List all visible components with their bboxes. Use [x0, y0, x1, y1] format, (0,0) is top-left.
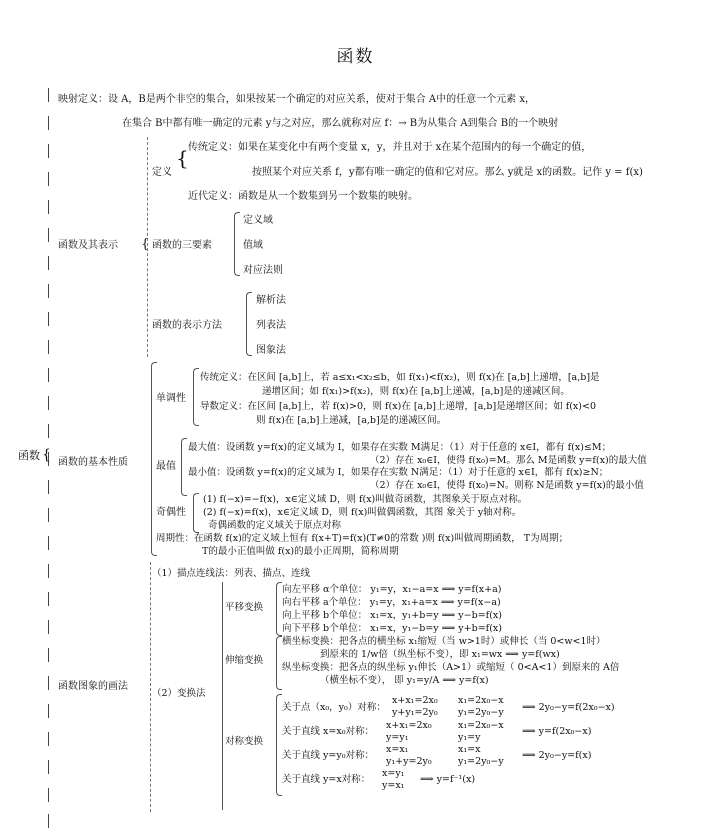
extremum-brace	[181, 438, 187, 496]
parity-even: (2) f(−x)=f(x)，x∈定义域 D，则 f(x)叫做偶函数，其图 象关于 y轴对称。	[203, 507, 522, 518]
sym-linex-prefix: 关于直线 x=x₀对称：	[282, 726, 375, 737]
sym-lineyx-result: ⟹ y=f⁻¹(x)	[420, 774, 476, 785]
scaling-label: 伸缩变换	[225, 655, 264, 666]
sym-linex-sys1b: y=y₁	[386, 732, 409, 743]
graph-plot-method: （1）描点连线法：列表、描点、连线	[152, 568, 311, 579]
translation-right: 向右平移 a个单位： y₁=y，x₁+a=x ⟹ y=f(x−a)	[282, 597, 501, 608]
section1-rule	[147, 137, 148, 357]
definition-label: 定义	[152, 167, 172, 178]
parity-label: 奇偶性	[156, 507, 186, 518]
sym-liney-result: ⟹ 2y₀−y=f(x)	[522, 750, 592, 761]
method-graph: 图象法	[256, 345, 286, 356]
section3-rule	[150, 562, 151, 812]
sym-liney-sys1a: x=x₁	[386, 744, 409, 755]
extremum-min: 最小值：设函数 y=f(x)的定义域为 I，如果存在实数 N满足：（1）对于任意的 x∈I，都有 f(x)≥N；	[188, 467, 609, 478]
traditional-definition: 传统定义：如果在某变化中有两个变量 x，y，并且对于 x在某个范围内的每一个确定的值，	[188, 142, 592, 153]
sym-liney-sys1b: y₁+y=2y₀	[386, 756, 432, 767]
parity-brace	[193, 493, 199, 533]
parity-domain: 奇偶函数的定义域关于原点对称	[208, 520, 342, 531]
period-l2: T的最小正值叫做 f(x)的最小正周期，简称周期	[202, 546, 399, 557]
sym-linex-sys2b: y₁=y	[458, 732, 481, 743]
sym-linex-result: ⟹ y=f(2x₀−x)	[522, 726, 592, 737]
sym-lineyx-sys1b: y=x₁	[382, 780, 405, 791]
sym-liney-prefix: 关于直线 y=y₀对称：	[282, 750, 375, 761]
section-label-representation: 函数及其表示	[58, 240, 118, 251]
three-elements-label: 函数的三要素	[152, 240, 212, 251]
translation-up: 向上平移 b个单位： x₁=x，y₁+b=y ⟹ y−b=f(x)	[282, 610, 502, 621]
transform-rule	[222, 582, 223, 810]
monotonic-brace	[193, 368, 199, 426]
sym-point-prefix: 关于点（x₀，y₀）对称：	[282, 702, 386, 713]
scaling-h2: 到原来的 1/w倍（纵坐标不变），即 x₁=wx ⟹ y=f(wx)	[320, 649, 560, 660]
root-brace: {	[42, 447, 51, 463]
graph-transform-method: （2）变换法	[152, 688, 206, 699]
method-analytic: 解析法	[256, 295, 286, 306]
representation-label: 函数的表示方法	[152, 320, 222, 331]
sym-point-sys1a: x+x₁=2x₀	[392, 695, 438, 706]
sym-liney-sys2a: x₁=x	[458, 744, 481, 755]
sym-lineyx-prefix: 关于直线 y=x对称：	[282, 774, 371, 785]
element-domain: 定义域	[243, 215, 273, 226]
extremum-min-cont: （2）存在 x₀∈I，使得 f(x₀)=N。则称 N是函数 y=f(x)的最小值	[370, 480, 644, 491]
element-range: 值域	[243, 240, 263, 251]
root-label: 函数	[18, 449, 40, 462]
scaling-h1: 横坐标变换：把各点的横坐标 x₁缩短（当 w>1时）或伸长（当 0<w<1时）	[282, 636, 606, 647]
parity-odd: (1) f(−x)=−f(x)，x∈定义域 D，则 f(x)叫做奇函数，其图象关于原点对称。	[203, 494, 528, 505]
method-table: 列表法	[256, 320, 286, 331]
page-title: 函数	[336, 47, 375, 67]
section-label-properties: 函数的基本性质	[58, 457, 128, 468]
scaling-v2: （横坐标不变）， 即 y₁=y/A ⟹ y=f(x)	[320, 675, 489, 686]
section2-brace	[151, 362, 157, 556]
sym-point-result: ⟹ 2y₀−y=f(2x₀−x)	[522, 702, 615, 713]
element-rule: 对应法则	[243, 265, 283, 276]
extremum-max: 最大值：设函数 y=f(x)的定义域为 I，如果存在实数 M满足：（1）对于任意的 x∈I，都有 f(x)≤M；	[188, 442, 612, 453]
sym-lineyx-sys1a: x=y₁	[382, 768, 405, 779]
sym-point-sys1b: y+y₁=2y₀	[392, 707, 438, 718]
monotonic-l2: 递增区间；如 f(x₁)>f(x₂)，则 f(x)在 [a,b]上递减，[a,b]是的递减区间。	[262, 386, 570, 397]
monotonic-label: 单调性	[156, 393, 186, 404]
translation-left: 向左平移 α个单位： y₁=y，x₁−a=x ⟹ y=f(x+a)	[282, 584, 502, 595]
representation-brace	[246, 292, 252, 356]
monotonic-l4: 则 f(x)在 [a,b]上递减，[a,b]是的递减区间。	[256, 415, 447, 426]
extremum-max-cont: （2）存在 x₀∈I，使得 f(x₀)=M。那么 M是函数 y=f(x)的最大值	[370, 455, 647, 466]
sym-point-sys2a: x₁=2x₀−x	[458, 695, 504, 706]
monotonic-l1: 传统定义：在区间 [a,b]上，若 a≤x₁<x₂≤b，如 f(x₁)<f(x₂)，则 f(x)在 [a,b]上递增，[a,b]是	[200, 372, 600, 383]
extremum-label: 最值	[156, 461, 176, 472]
mapping-line1: 映射定义：设 A，B是两个非空的集合，如果按某一个确定的对应关系，使对于集合 A中的任意一个元素 x，	[58, 94, 535, 105]
translation-label: 平移变换	[225, 602, 264, 613]
period-l1: 周期性：在函数 f(x)的定义域上恒有 f(x+T)=f(x)(T≠0的常数 )则 f(x)叫做周期函数， T为周期；	[156, 533, 569, 544]
three-elements-brace	[234, 212, 240, 276]
traditional-definition-cont: 按照某个对应关系 f，y都有唯一确定的值和它对应。那么 y就是 x的函数。记作 y = f(x)	[252, 167, 643, 178]
monotonic-l3: 导数定义：在区间 [a,b]上，若 f(x)>0，则 f(x)在 [a,b]上递增，[a,b]是递增区间；如 f(x)<0	[200, 401, 596, 412]
sym-linex-sys1a: x+x₁=2x₀	[386, 720, 432, 731]
sym-liney-sys2b: y₁=2y₀−y	[458, 756, 504, 767]
symmetry-label: 对称变换	[225, 736, 264, 747]
mapping-line2: 在集合 B中都有唯一确定的元素 y与之对应，那么就称对应 f：→ B为从集合 A到集合 B的一个映射	[122, 118, 559, 129]
translation-down: 向下平移 b个单位： x₁=x，y₁−b=y ⟹ y+b=f(x)	[282, 623, 502, 634]
definition-brace: {	[176, 146, 189, 170]
modern-definition: 近代定义：函数是从一个数集到另一个数集的映射。	[188, 191, 418, 202]
sym-linex-sys2a: x₁=2x₀−x	[458, 720, 504, 731]
scaling-v1: 纵坐标变换：把各点的纵坐标 y₁伸长（A>1）或缩短（ 0<A<1）到原来的 A倍	[282, 662, 620, 673]
section-label-graphing: 函数图象的画法	[58, 681, 128, 692]
sym-point-sys2b: y₁=2y₀−y	[458, 707, 504, 718]
section1-brace: {	[141, 237, 150, 252]
